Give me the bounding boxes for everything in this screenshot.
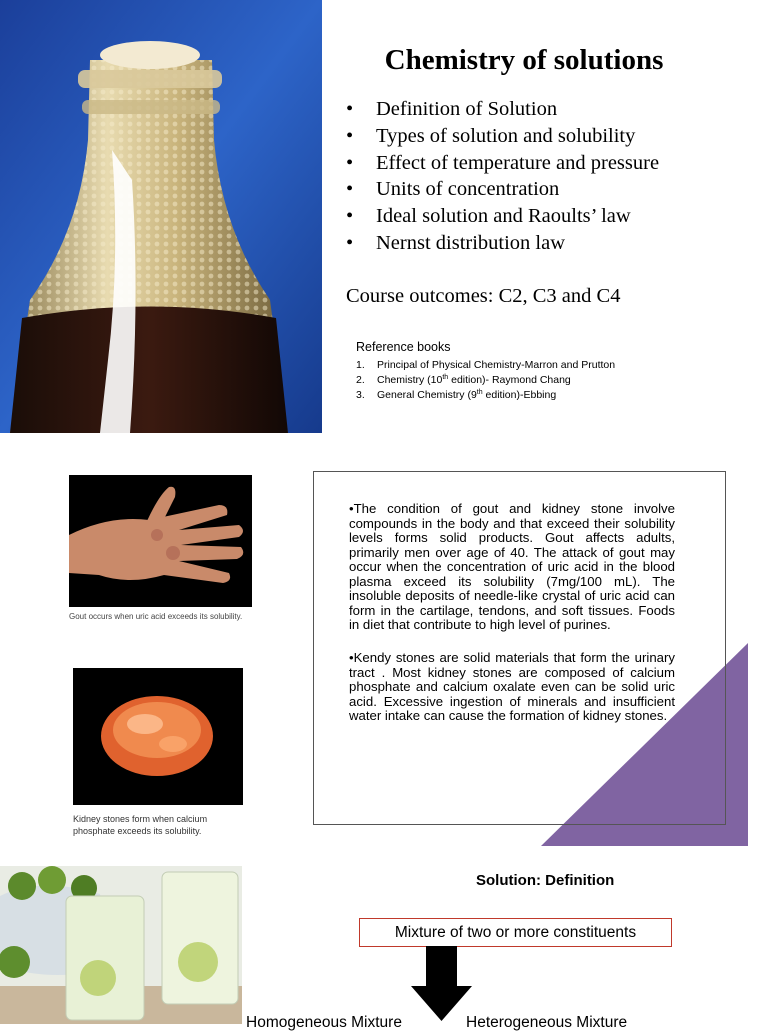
soda-bottle-photo — [0, 0, 322, 433]
down-arrow-icon — [411, 946, 472, 1021]
heterogeneous-label: Heterogeneous Mixture — [466, 1014, 628, 1031]
topic-item: • Types of solution and solubility — [346, 123, 659, 150]
topic-item: • Ideal solution and Raoults’ law — [346, 203, 659, 230]
reference-list — [356, 358, 615, 404]
slide-title: Chemistry of solutions — [384, 44, 664, 76]
mixture-definition-box: Mixture of two or more constituents — [359, 918, 672, 947]
kidney-stone-caption: Kidney stones form when calcium phosphate exceeds its solubility. — [73, 814, 208, 836]
homogeneous-label: Homogeneous Mixture — [246, 1014, 402, 1031]
kidney-stone-paragraph: •Kendy stones are solid materials that form the urinary tract . Most kidney stones are composed of calcium phosphate and calcium oxalate even can be solid uric acid. Excessive ingestion of minerals and insufficient water intake can cause the formation of kidney stones. — [349, 650, 675, 723]
bullet-icon: • — [346, 231, 354, 254]
bullet-icon: • — [346, 98, 354, 120]
reference-item: 3. General Chemistry (9th edition)-Ebbing — [356, 389, 557, 402]
bullet-icon: • — [346, 151, 354, 174]
gout-paragraph: •The condition of gout and kidney stone involve compounds in the body and that exceed their solubility levels forms solid products. Gout affects adults, primarily men over age of 40. The attack of gout may occur when the concentration of uric acid in the blood plasma exceed its solubility (7mg/100 mL). The insoluble deposits of needle-like crystal of uric acid can form in the cartilage, tendons, and soft tissues. Foods in diet that contribute to high level of purines. — [349, 501, 675, 632]
bullet-icon: • — [346, 124, 354, 147]
reference-item: 1. Principal of Physical Chemistry-Marron and Prutton — [356, 359, 616, 371]
reference-item: 2. Chemistry (10th edition)- Raymond Chang — [356, 374, 571, 387]
topic-item: • Nernst distribution law — [346, 230, 659, 257]
lime-drinks-photo — [0, 866, 242, 1024]
section-heading: Solution: Definition — [476, 872, 615, 889]
kidney-stone-photo — [73, 668, 243, 805]
gout-hand-photo — [69, 475, 252, 607]
reference-heading: Reference books — [356, 340, 451, 354]
topic-item: • Effect of temperature and pressure — [346, 150, 659, 177]
topic-list — [346, 96, 659, 257]
topic-item: • Units of concentration — [346, 176, 659, 203]
course-outcomes: Course outcomes: C2, C3 and C4 — [346, 285, 621, 307]
gout-caption: Gout occurs when uric acid exceeds its solubility. — [69, 612, 243, 621]
bullet-icon: • — [346, 178, 354, 201]
bullet-icon: • — [346, 205, 354, 228]
topic-item: • Definition of Solution — [346, 96, 659, 123]
